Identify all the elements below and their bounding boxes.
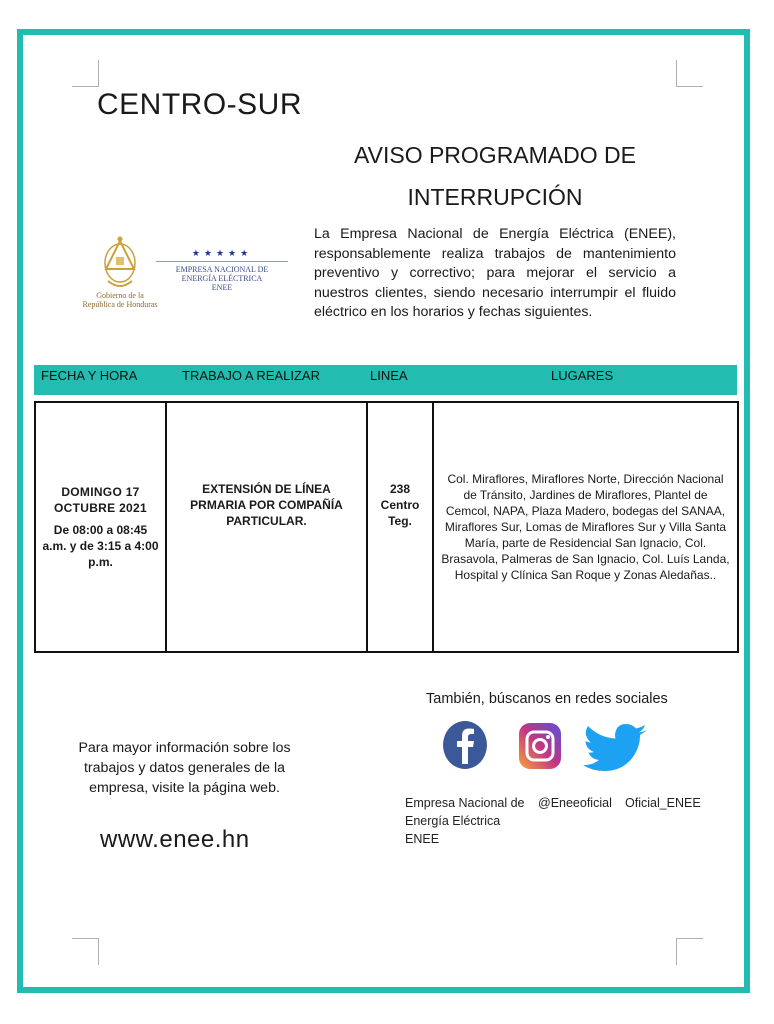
facebook-handle-line1[interactable]: Empresa Nacional de (405, 796, 525, 810)
date-line2: OCTUBRE 2021 (54, 501, 147, 515)
cell-places: Col. Miraflores, Miraflores Norte, Dirección Nacional de Tránsito, Jardines de Miraflores, Plantel de Cemcol, NAPA, Plaza Madero, bodegas del SANAA, Miraflores Sur, Lomas de Miraflores Sur y Villa Santa María, parte de Residencial San Ignacio, Col. Brasavola, Palmeras de San Ignacio, Col. Luís Landa, Hospital y Clínica San Roque y Zonas Aledañas.. (433, 402, 738, 652)
stars-icon: ★★★★★ (191, 248, 253, 258)
hours: De 08:00 a 08:45 a.m. y de 3:15 a 4:00 p.m. (42, 523, 159, 569)
header-work: TRABAJO A REALIZAR (182, 368, 320, 383)
table-header-bar (34, 365, 737, 395)
facebook-handle-line2[interactable]: Energía Eléctrica (405, 814, 501, 828)
enee-logo-line2: ENERGÍA ELÉCTRICA (181, 274, 263, 283)
twitter-handle[interactable]: Oficial_ENEE (625, 796, 701, 810)
cell-line (367, 402, 433, 652)
gov-line2: República de Honduras (82, 300, 158, 309)
website-link[interactable]: www.enee.hn (100, 826, 250, 853)
enee-logo-line3: ENEE (211, 283, 233, 292)
line-number: 238 (389, 482, 411, 496)
twitter-icon[interactable] (583, 724, 649, 777)
honduras-seal-icon (100, 235, 140, 291)
more-info-text: Para mayor información sobre los trabajos y datos generales de la empresa, visite la página web. (78, 740, 291, 796)
facebook-handle-line3[interactable]: ENEE (405, 832, 440, 846)
logos-block (68, 225, 298, 335)
header-line: LINEA (370, 368, 408, 383)
crop-mark-bottom-right (676, 938, 703, 965)
region-title: CENTRO-SUR (97, 88, 302, 121)
crop-mark-top-left (72, 60, 99, 87)
instagram-icon[interactable] (518, 722, 562, 775)
instagram-handle[interactable]: @Eneeoficial (538, 796, 612, 810)
logo-rule (156, 261, 288, 262)
cell-work (166, 402, 367, 652)
table-row (35, 402, 738, 652)
facebook-icon[interactable] (442, 720, 488, 775)
notice-title-line1: AVISO PROGRAMADO DE (353, 142, 636, 168)
line-name2: Teg. (388, 514, 412, 528)
crop-mark-bottom-left (72, 938, 99, 965)
gov-line1: Gobierno de la (96, 291, 144, 300)
header-date: FECHA Y HORA (41, 368, 138, 383)
intro-paragraph: La Empresa Nacional de Energía Eléctrica (ENEE), responsablemente realiza trabajos de mantenimiento preventivo y correctivo; para mejorar el servicio a nuestros clientes, siendo necesario interrumpir el fluido eléctrico en los horarios y fechas siguientes. (314, 226, 676, 321)
outage-table (34, 401, 739, 653)
header-places: LUGARES (551, 368, 614, 383)
crop-mark-top-right (676, 60, 703, 87)
honduras-seal (82, 235, 158, 309)
work-text: EXTENSIÓN DE LÍNEA PRMARIA POR COMPAÑÍA PARTICULAR. (190, 482, 343, 528)
notice-title-line2: INTERRUPCIÓN (407, 184, 583, 210)
social-heading: También, búscanos en redes sociales (426, 691, 668, 707)
date-line1: DOMINGO 17 (61, 485, 140, 499)
cell-date (35, 402, 166, 652)
enee-logo-line1: EMPRESA NACIONAL DE (175, 265, 269, 274)
line-name1: Centro (380, 498, 420, 512)
enee-logo (156, 249, 288, 292)
